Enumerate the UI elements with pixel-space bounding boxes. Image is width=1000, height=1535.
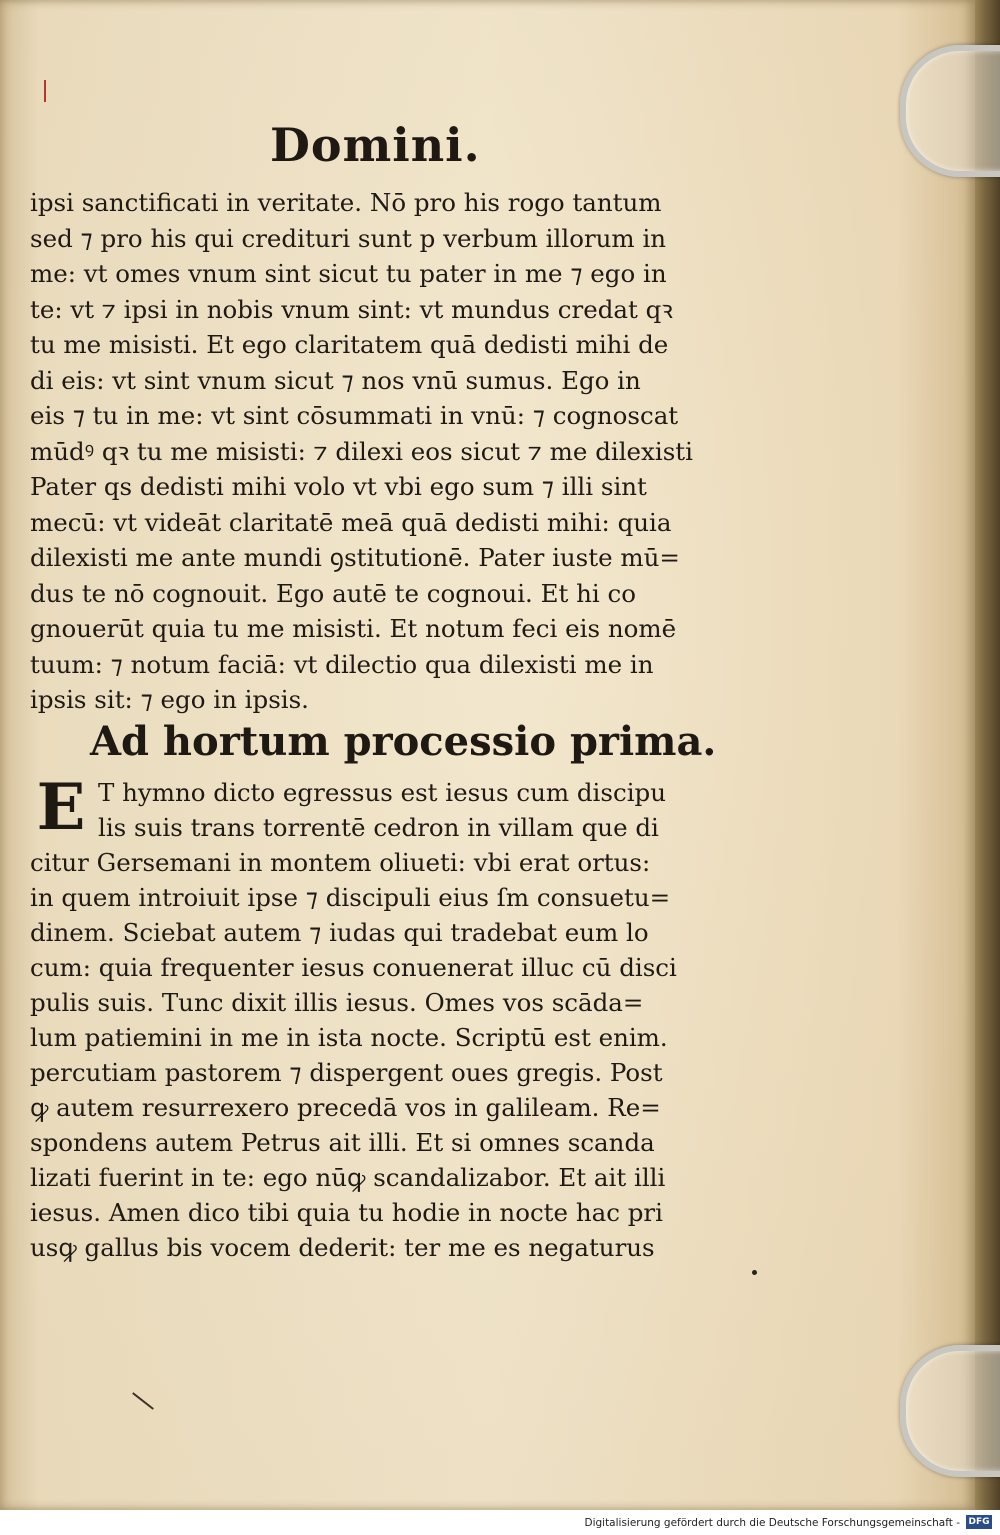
page-clip-bottom	[900, 1345, 1000, 1477]
dfg-logo: DFG	[966, 1515, 992, 1529]
text-line: mūdꝰ qꝛ tu me misisti: ⁊ dilexi eos sicut ⁊ me dilexisti	[30, 436, 693, 466]
red-pen-mark	[44, 80, 46, 102]
text-line: usꝙ gallus bis vocem dederit: ter me es negaturus	[30, 1233, 655, 1262]
stray-pen-stroke	[132, 1392, 154, 1410]
text-line: ꝙ autem resurrexero precedā vos in galileam. Re=	[30, 1093, 661, 1122]
text-line: lis suis trans torrentē cedron in villam que di	[98, 813, 659, 842]
text-line: percutiam pastorem ⁊ dispergent oues gregis. Post	[30, 1058, 663, 1087]
text-line: tuum: ⁊ notum faciā: vt dilectio qua dilexisti me in	[30, 649, 654, 679]
text-line: dus te nō cognouit. Ego autē te cognoui. Et hi co	[30, 578, 637, 608]
text-line: ipsis sit: ⁊ ego in ipsis.	[30, 685, 309, 714]
funding-credit: Digitalisierung gefördert durch die Deutsche Forschungsgemeinschaft -	[584, 1517, 960, 1529]
text-line: ipsi sanctificati in veritate. Nō pro his rogo tantum	[30, 188, 662, 217]
text-line: eis ⁊ tu in me: vt sint cōsummati in vnū: ⁊ cognoscat	[30, 401, 679, 430]
paragraph-2	[30, 770, 775, 1265]
text-line: gnouerūt quia tu me misisti. Et notum feci eis nomē	[30, 614, 677, 643]
text-line: tu me misisti. Et ego claritatem quā dedisti mihi de	[30, 330, 669, 359]
text-line: spondens autem Petrus ait illi. Et si omnes scanda	[30, 1128, 655, 1157]
text-line: Pater qs dedisti mihi volo vt vbi ego sum ⁊ illi sint	[30, 472, 647, 501]
text-line: pulis suis. Tunc dixit illis iesus. Omes vos scāda=	[30, 988, 644, 1017]
page-clip-top	[900, 45, 1000, 177]
running-head: Domini.	[270, 118, 481, 172]
paragraph-1	[30, 185, 775, 718]
text-line: te: vt ⁊ ipsi in nobis vnum sint: vt mundus credat qꝛ	[30, 294, 673, 324]
text-line: T hymno dicto egressus est iesus cum discipu	[98, 778, 666, 807]
text-line: mecū: vt videāt claritatē meā quā dedisti mihi: quia	[30, 507, 672, 537]
text-line: di eis: vt sint vnum sicut ⁊ nos vnū sumus. Ego in	[30, 365, 641, 395]
text-line: citur Gersemani in montem oliueti: vbi erat ortus:	[30, 848, 651, 877]
text-line: in quem introiuit ipse ⁊ discipuli eius ſm consuetu=	[30, 883, 671, 912]
text-line: sed ⁊ pro his qui credituri sunt p verbum illorum in	[30, 223, 667, 253]
text-line: dilexisti me ante mundi ꝯstitutionē. Pater iuste mū=	[30, 543, 680, 572]
ink-dot	[752, 1270, 757, 1275]
section-heading: Ad hortum processio prima.	[90, 718, 717, 765]
text-line: cum: quia frequenter iesus conuenerat illuc cū disci	[30, 953, 677, 982]
text-line: iesus. Amen dico tibi quia tu hodie in nocte hac pri	[30, 1198, 663, 1227]
text-line: lizati fuerint in te: ego nūꝙ scandalizabor. Et ait illi	[30, 1163, 666, 1192]
text-line: me: vt omes vnum sint sicut tu pater in me ⁊ ego in	[30, 259, 667, 288]
decorated-initial: E	[36, 770, 86, 845]
text-line: dinem. Sciebat autem ⁊ iudas qui tradebat eum lo	[30, 918, 649, 947]
text-line: lum patiemini in me in ista nocte. Scriptū est enim.	[30, 1023, 668, 1052]
